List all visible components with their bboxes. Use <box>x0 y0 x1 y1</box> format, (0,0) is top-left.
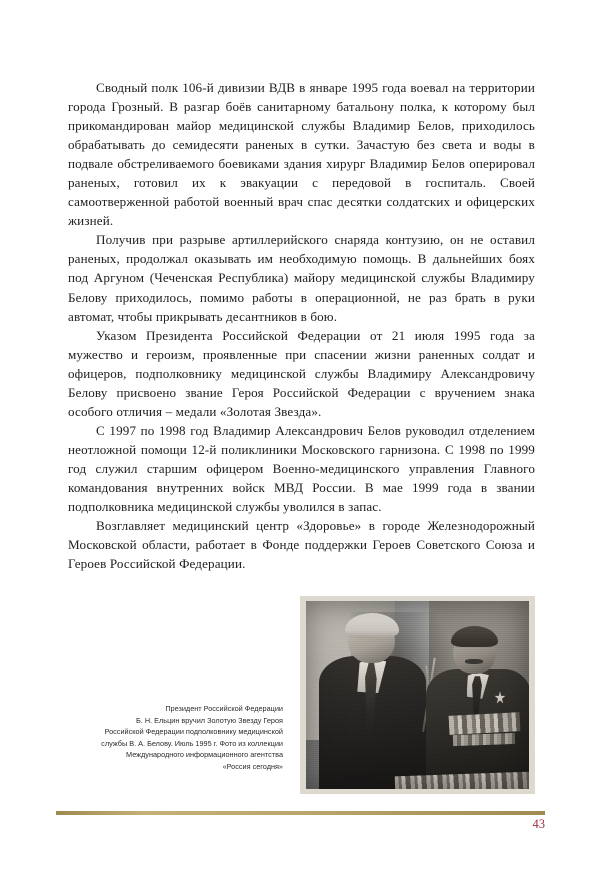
figure-block <box>68 596 535 801</box>
paragraph-3: Указом Президента Российской Федерации от 21 июля 1995 года за мужество и героизм, проявленные при спасении жизни раненных солдат и офицеров, подполковнику медицинской службы Владимиру Александровичу Белову присвоено звание Героя Российской Федерации с вручением знака особого отличия – медали «Золотая Звезда». <box>68 327 535 419</box>
paragraph-1: Сводный полк 106-й дивизии ВДВ в январе 1995 года воевал на территории города Грозный. В разгар боёв санитарному батальону полка, к которому был прикомандирован майор медицинской службы Владимир Белов, приходилось обрабатывать до семидесяти раненых в сутки. Зачастую без света и воды в подвале обстреливаемого боевиками здания хирург Владимир Белов оперировал раненых, готовил их к эвакуации с передовой в госпиталь. Своей самоотверженной работой военный врач спас десятки солдатских и офицерских жизней. <box>68 80 535 229</box>
paragraph-5: Возглавляет медицинский центр «Здоровье» в городе Железнодорожный Московской области, работает в Фонде поддержки Героев Советского Союза и Героев Российской Федерации. <box>68 518 535 572</box>
photograph-frame <box>300 596 535 794</box>
body-text-block <box>68 78 535 573</box>
caption-line-4: службы В. А. Белову. Июль 1995 г. Фото из коллекции <box>101 738 283 748</box>
caption-line-5: Международного информационного агентства <box>126 750 283 759</box>
photo-caption <box>68 703 283 772</box>
caption-line-2: Б. Н. Ельцин вручил Золотую Звезду Героя <box>136 715 283 725</box>
footer-rule <box>56 811 545 815</box>
caption-line-6: «Россия сегодня» <box>222 761 283 771</box>
page-number: 43 <box>532 817 545 831</box>
paragraph-2: Получив при разрыве артиллерийского снаряда контузию, он не оставил раненых, продолжал оказывать им необходимую помощь. В дальнейших боях под Аргуном (Чеченская Республика) майору медицинской службы Владимиру Белову приходилось, помимо работы в операционной, не раз брать в руки автомат, чтобы прикрывать десантников в бою. <box>68 232 535 324</box>
page-content <box>68 78 535 573</box>
caption-line-1: Президент Российской Федерации <box>165 704 283 713</box>
paragraph-4: С 1997 по 1998 год Владимир Александрович Белов руководил отделением неотложной помощи 12-й поликлиники Московского гарнизона. С 1998 по 1999 год служил старшим офицером Военно-медицинского управления Главного командования внутренних войск МВД России. В мае 1999 года в звании подполковника медицинской службы уволился в запас. <box>68 422 535 515</box>
photo-vignette <box>306 601 529 789</box>
caption-line-3: Российской Федерации подполковнику медицинской <box>104 727 283 736</box>
photograph-yeltsin-belov <box>306 601 529 789</box>
